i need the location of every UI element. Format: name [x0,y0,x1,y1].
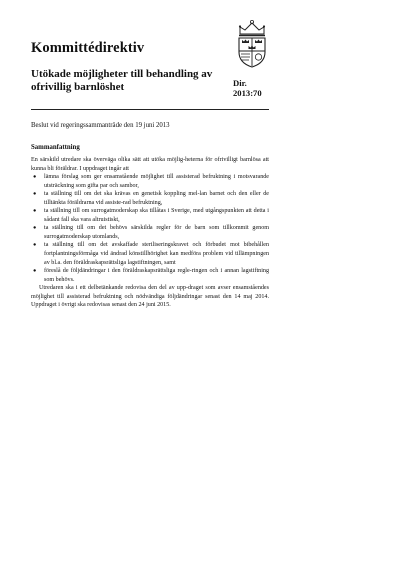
list-item-text: ta ställning till om det avskaffade steriliseringskravet och förbudet mot bibehållen fortplantningsförmåga vid ändrad könstillhörighet kan medföra problem vid tillämpningen av bl.a. den föräldraskapsrättsliga lagstiftningen, samt [44,242,269,266]
summary-closing: Utredaren ska i ett delbetänkande redovisa den del av upp-draget som avser ensamståendes möjlighet till assisterad befruktning och nödvändiga följdändringar senast den 14 maj 2014. Uppdraget i övrigt ska redovisas senast den 24 juni 2015. [31,285,269,309]
directive-title: Utökade möjligheter till behandling av ofrivillig barnlöshet [31,68,213,93]
coat-of-arms-logo [231,19,273,69]
bullet-icon: ● [33,208,37,215]
bullet-icon: ● [33,191,37,198]
bullet-icon: ● [33,268,37,275]
header-divider [31,109,269,110]
list-item [31,190,269,207]
section-heading: Sammanfattning [31,144,80,151]
bullet-icon: ● [33,174,37,181]
list-item-text: ta ställning till om det behövs särskilda regler för de barn som tillkommit genom surrogatmoderskap utomlands, [44,225,269,240]
list-item [31,267,269,284]
list-item [31,224,269,241]
bullet-icon: ● [33,242,37,249]
list-item-text: ta ställning till om det ska krävas en genetisk koppling mel-lan barnet och den eller de tilltänkta föräldrarna vid assiste-rad befruktning, [44,191,269,206]
list-item-text: ta ställning till om surrogatmoderskap ska tillåtas i Sverige, med utgångspunkten att detta i sådant fall ska vara altruistiskt, [44,208,269,223]
list-item [31,207,269,224]
list-item [31,173,269,190]
bullet-icon: ● [33,225,37,232]
list-item-text: lämna förslag som ger ensamstående möjlighet till assisterad befruktning i motsvarande utsträckning som gifta par och sambor, [44,174,269,189]
assignment-list [31,173,269,284]
directive-label: Dir. [233,78,247,88]
decision-line: Beslut vid regeringssammanträde den 19 juni 2013 [31,122,170,129]
document-type: Kommittédirektiv [31,40,145,56]
list-item-text: föreslå de följdändringar i den föräldraskapsrättsliga regle-ringen och i annan lagstiftning som behövs. [44,268,269,283]
directive-number: 2013:70 [233,88,262,98]
list-item [31,241,269,267]
summary-body [31,156,269,310]
summary-intro: En särskild utredare ska överväga olika sätt att utöka möjlig-heterna för ofrivilligt barnlösa att kunna bli föräldrar. I uppdraget ingår att [31,157,269,172]
